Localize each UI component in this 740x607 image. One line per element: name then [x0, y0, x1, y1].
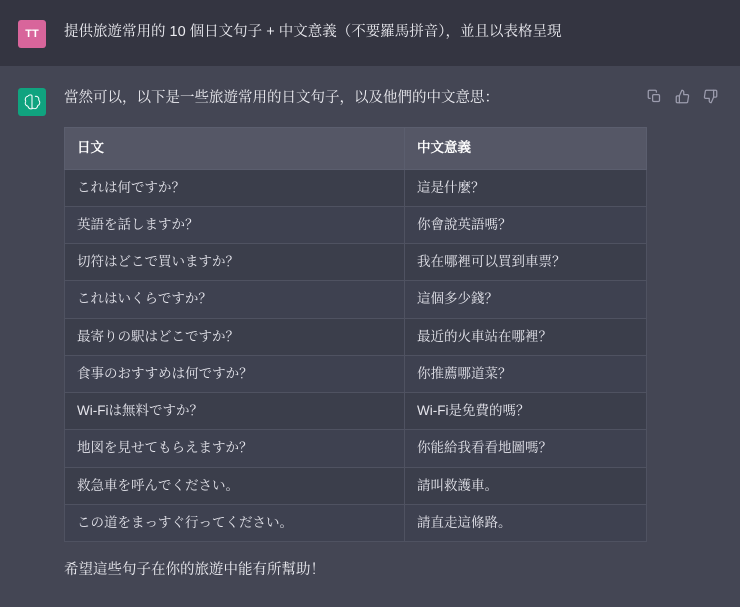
cell-chinese: 最近的火車站在哪裡？ [405, 318, 647, 355]
cell-chinese: Wi-Fi是免費的嗎？ [405, 393, 647, 430]
cell-japanese: 最寄りの駅はどこですか？ [65, 318, 405, 355]
cell-chinese: 這是什麼？ [405, 169, 647, 206]
avatar-user: TT [18, 20, 46, 48]
cell-japanese: 地図を見せてもらえますか？ [65, 430, 405, 467]
table-row [65, 281, 647, 318]
cell-chinese: 你會說英語嗎？ [405, 206, 647, 243]
cell-japanese: この道をまっすぐ行ってください。 [65, 504, 405, 541]
table-row [65, 467, 647, 504]
cell-japanese: 救急車を呼んでください。 [65, 467, 405, 504]
user-message-row [0, 0, 740, 66]
table-row [65, 169, 647, 206]
cell-chinese: 這個多少錢？ [405, 281, 647, 318]
cell-chinese: 請叫救護車。 [405, 467, 647, 504]
table-row [65, 504, 647, 541]
table-row [65, 430, 647, 467]
message-actions [646, 88, 718, 104]
cell-chinese: 你推薦哪道菜？ [405, 355, 647, 392]
cell-japanese: Wi-Fiは無料ですか？ [65, 393, 405, 430]
cell-japanese: 切符はどこで買いますか？ [65, 244, 405, 281]
cell-japanese: これはいくらですか？ [65, 281, 405, 318]
table-row [65, 355, 647, 392]
table-row [65, 393, 647, 430]
cell-chinese: 你能給我看看地圖嗎？ [405, 430, 647, 467]
cell-japanese: これは何ですか？ [65, 169, 405, 206]
table-header-japanese: 日文 [65, 127, 405, 169]
cell-chinese: 請直走這條路。 [405, 504, 647, 541]
cell-japanese: 食事のおすすめは何ですか？ [65, 355, 405, 392]
table-header-row [65, 127, 647, 169]
assistant-intro-text: 當然可以，以下是一些旅遊常用的日文句子，以及他們的中文意思： [64, 90, 499, 106]
copy-icon[interactable] [646, 88, 662, 104]
user-message-text: 提供旅遊常用的 10 個日文句子 + 中文意義（不要羅馬拼音），並且以表格呈現 [64, 24, 562, 40]
assistant-message-row [0, 66, 740, 607]
thumbs-down-icon[interactable] [702, 88, 718, 104]
table-row [65, 244, 647, 281]
table-row [65, 318, 647, 355]
cell-japanese: 英語を話しますか？ [65, 206, 405, 243]
table-header-chinese: 中文意義 [405, 127, 647, 169]
phrase-table [64, 127, 647, 542]
cell-chinese: 我在哪裡可以買到車票？ [405, 244, 647, 281]
openai-logo-icon [18, 88, 46, 116]
thumbs-up-icon[interactable] [674, 88, 690, 104]
assistant-outro-text: 希望這些句子在你的旅遊中能有所幫助！ [64, 562, 325, 579]
table-row [65, 206, 647, 243]
